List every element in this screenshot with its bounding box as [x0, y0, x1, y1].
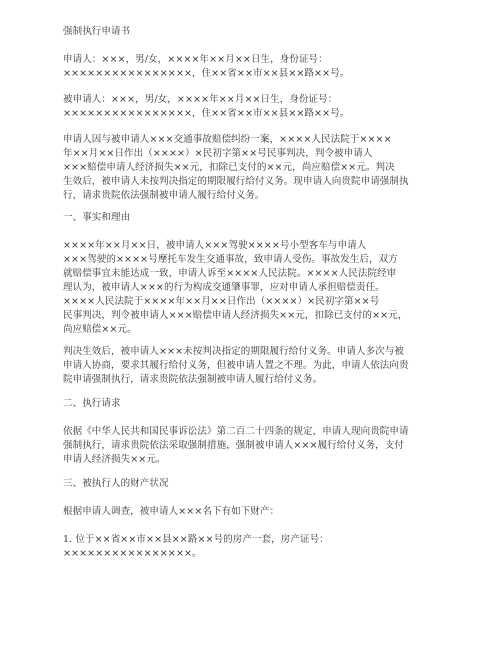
list-item-line: ××××××××××××××××。: [63, 548, 202, 559]
property-intro: [63, 505, 443, 519]
paragraph-line: 理认为，被申请人×××的行为构成交通肇事罪，应对申请人承担赔偿责任。: [63, 282, 385, 293]
list-item-line: 1. 位于××省××市××县××路××号的房产一套，房产证号：: [63, 534, 329, 545]
request-paragraph: [63, 425, 443, 467]
heading-text: 一、事实和理由: [63, 212, 131, 223]
paragraph-line: 民事判决，判令被申请人×××赔偿申请人经济损失××元，扣除已支付的××元，: [63, 310, 408, 321]
document-title: [63, 25, 443, 39]
paragraph-line: 判决生效后，被申请人×××未按判决指定的期限履行给付义务。申请人多次与被: [63, 346, 404, 357]
heading-text: 二、执行请求: [63, 398, 121, 409]
paragraph-line: ××××××××××××××××，住××省××市××县××路××号。: [63, 108, 350, 119]
paragraph-line: 就赔偿事宜未能达成一致，申请人诉至××××人民法院。××××人民法院经审: [63, 268, 397, 279]
paragraph-line: 根据申请人调查，被申请人×××名下有如下财产：: [63, 506, 280, 517]
facts-paragraph-2: [63, 345, 443, 387]
paragraph-line: ×××驾驶的××××号摩托车发生交通事故，致申请人受伤。事故发生后，双方: [63, 254, 398, 265]
paragraph-line: 尚应赔偿××元。: [63, 324, 137, 335]
paragraph-line: 行，请求贵院依法强制被申请人履行给付义务。: [63, 190, 265, 201]
paragraph-line: 强制执行，请求贵院依法采取强制措施，强制被申请人×××履行给付义务，支付: [63, 440, 404, 451]
facts-paragraph: [63, 239, 443, 337]
section-heading-property: [63, 477, 443, 491]
paragraph-line: 申请人：×××，男/女，××××年××月××日生，身份证号：: [63, 54, 328, 65]
paragraph-line: ×××赔偿申请人经济损失××元，扣除已支付的××元，尚应赔偿××元。判决: [63, 162, 395, 173]
paragraph-line: 院申请强制执行，请求贵院依法强制被申请人履行给付义务。: [63, 374, 323, 385]
paragraph-line: 申请人协商，要求其履行给付义务，但被申请人置之不理。为此，申请人依法向贵: [63, 360, 409, 371]
section-heading-facts: [63, 211, 443, 225]
property-item-1: [63, 533, 443, 561]
paragraph-line: 被申请人：×××，男/女，××××年××月××日生，身份证号：: [63, 94, 338, 105]
paragraph-line: 申请人经济损失××元。: [63, 454, 166, 465]
title-text: 强制执行申请书: [63, 26, 131, 37]
intro-paragraph: [63, 133, 443, 203]
section-heading-request: [63, 397, 443, 411]
paragraph-line: ××××××××××××××××，住××省××市××县××路××号。: [63, 68, 350, 79]
heading-text: 三、被执行人的财产状况: [63, 478, 169, 489]
paragraph-line: 依据《中华人民共和国民事诉讼法》第二百二十四条的规定，申请人现向贵院申请: [63, 426, 409, 437]
applicant-paragraph: [63, 53, 443, 81]
paragraph-line: 申请人因与被申请人×××交通事故赔偿纠纷一案，××××人民法院于××××: [63, 134, 392, 145]
paragraph-line: ××××年××月××日，被申请人×××驾驶××××号小型客车与申请人: [63, 240, 367, 251]
paragraph-line: 生效后，被申请人未按判决指定的期限履行给付义务。现申请人向贵院申请强制执: [63, 176, 409, 187]
paragraph-line: 年××月××日作出（××××）×民初字第××号民事判决，判令被申请人: [63, 148, 373, 159]
respondent-paragraph: [63, 93, 443, 121]
paragraph-line: ××××人民法院于××××年××月××日作出（××××）×民初字第××号: [63, 296, 380, 307]
